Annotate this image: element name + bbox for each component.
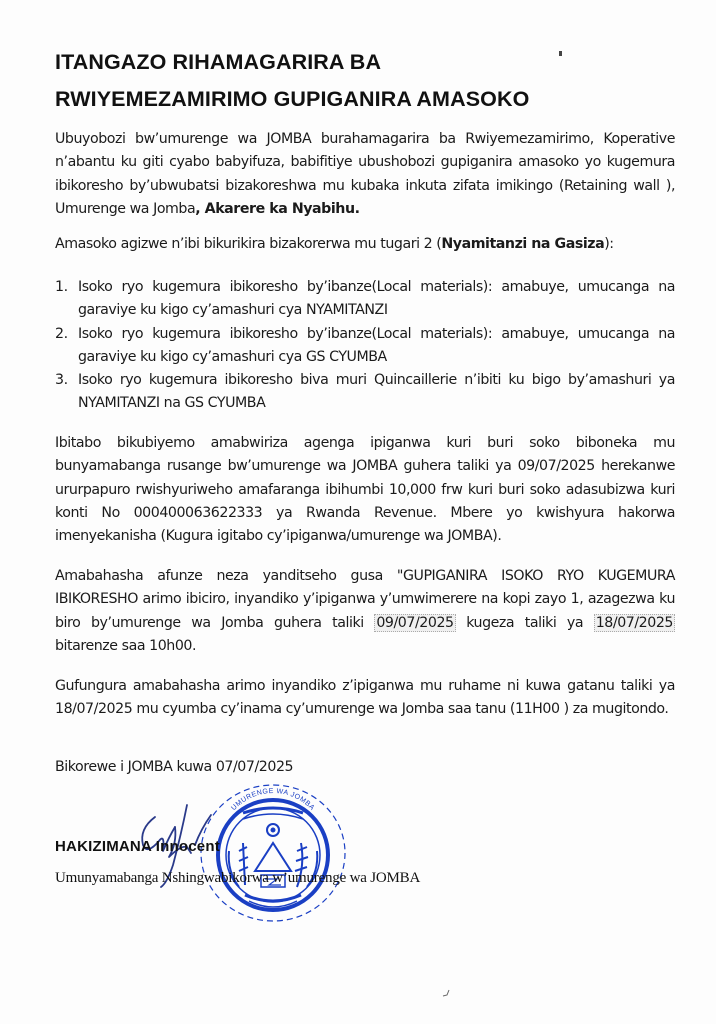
markets-intro-tail: ): — [604, 236, 614, 252]
markets-intro-paragraph — [55, 233, 675, 256]
market-list-item — [55, 276, 675, 323]
document-title-line-2: RWIYEMEZAMIRIMO GUPIGANIRA AMASOKO — [55, 87, 530, 111]
markets-intro-text: Amasoko agizwe n’ibi bikurikira bizakorerwa mu tugari 2 ( — [55, 236, 442, 252]
market-text: Isoko ryo kugemura ibikoresho by’ibanze(Local materials): amabuye, umucanga na garaviye ku kigo cy’amashuri cya GS CYUMBA — [78, 325, 675, 365]
submission-start-date: 09/07/2025 — [376, 614, 454, 631]
market-text: Isoko ryo kugemura ibikoresho by’ibanze(Local materials): amabuye, umucanga na garaviye ku kigo cy’amashuri cya NYAMITANZI — [78, 279, 675, 319]
intro-text: Ubuyobozi bw’umurenge wa JOMBA burahamagarira ba Rwiyemezamirimo, Koperative n’abantu ku giti cyabo babyifuza, babifitiye ubushobozi gupiganira amasoko yo kugemura ibikoresho by’ubwubatsi bizakoreshwa mu kubaka inkuta zifata imikingo (Retaining wall ), Umurenge wa Jomba — [55, 131, 675, 217]
markets-list — [55, 276, 675, 416]
market-number: 2. — [55, 325, 68, 342]
document-title-line-1: ITANGAZO RIHAMAGARIRA BA — [55, 50, 382, 74]
submission-tail: bitarenze saa 10h00. — [55, 637, 197, 654]
signer-name: HAKIZIMANA Innocent — [55, 838, 220, 855]
market-text: Isoko ryo kugemura ibikoresho biva muri Quincaillerie n’ibiti ku bigo by’amashuri ya NYAMITANZI na GS CYUMBA — [78, 372, 675, 412]
market-number: 3. — [55, 372, 68, 389]
market-list-item — [55, 323, 675, 370]
intro-district: , Akarere ka Nyabihu. — [195, 200, 360, 217]
submission-paragraph — [55, 565, 675, 658]
scan-speck — [559, 51, 562, 56]
scan-mark — [441, 988, 451, 998]
intro-paragraph — [55, 128, 675, 221]
stamp-text: UMURENGE WA JOMBA — [230, 787, 316, 812]
market-list-item — [55, 369, 675, 416]
submission-text: Amabahasha afunze neza yanditseho gusa "GUPIGANIRA ISOKO RYO KUGEMURA IBIKORESHO arimo ibiciro, inyandiko y’ipiganwa y’umwimerere na kopi zayo 1, azagezwa ku biro by’umurenge wa Jomba guhera taliki — [55, 568, 675, 631]
signer-role: Umunyamabanga Nshingwabikorwa w’umurenge wa JOMBA — [55, 870, 421, 886]
submission-end-date: 18/07/2025 — [595, 614, 673, 631]
markets-intro-cells: Nyamitanzi na Gasiza — [441, 236, 605, 252]
opening-paragraph: Gufungura amabahasha arimo inyandiko z’ipiganwa mu ruhame ni kuwa gatanu taliki ya 18/07/2025 mu cyumba cy’inama cy’umurenge wa Jomba saa tanu (11H00 ) za mugitondo. — [55, 678, 675, 718]
submission-middle: kugeza taliki ya — [455, 614, 594, 631]
place-date: Bikorewe i JOMBA kuwa 07/07/2025 — [55, 759, 294, 775]
market-number: 1. — [55, 279, 68, 295]
bidding-documents-paragraph: Ibitabo bikubiyemo amabwiriza agenga ipiganwa kuri buri soko biboneka mu bunyamabanga rusange bw’umurenge wa JOMBA guhera taliki ya 09/07/2025 herekanwe ururpapuro rwishyuriweho amafaranga ibihumbi 10,000 frw kuri buri soko adasubizwa kuri konti No 000400063622333 ya Rwanda Revenue. Mbere yo kwishyura hakorwa imenyekanisha (Kugura igitabo cy’ipiganwa/umurenge wa JOMBA). — [55, 435, 675, 545]
